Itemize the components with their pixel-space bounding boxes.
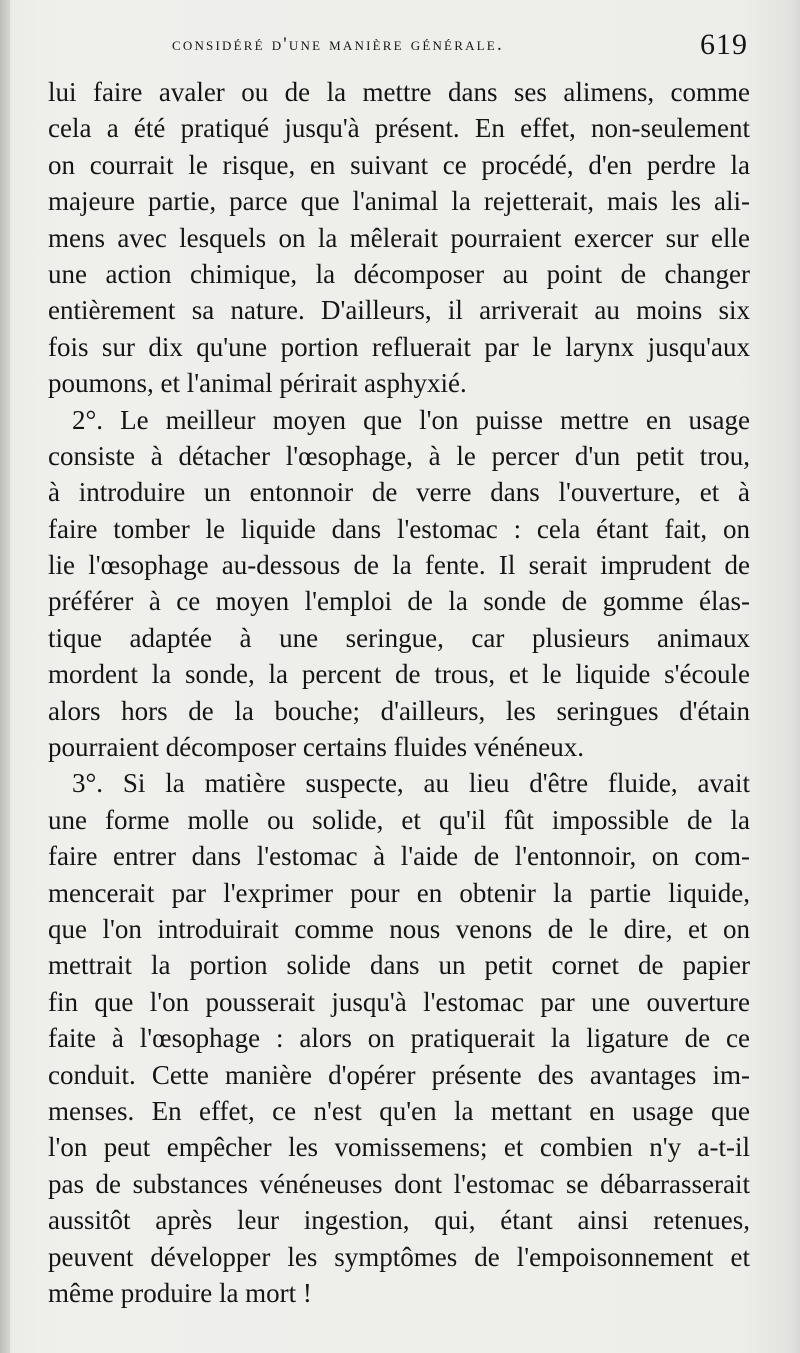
text-line: mordent la sonde, la percent de trous, et le liquide s'écoule	[48, 659, 750, 690]
text-line: 3°. Si la matière suspecte, au lieu d'être fluide, avait	[72, 768, 750, 799]
text-line: une forme molle ou solide, et qu'il fût impossible de la	[48, 804, 750, 835]
text-line: on courrait le risque, en suivant ce procédé, d'en perdre la	[48, 149, 750, 180]
text-line: fois sur dix qu'une portion refluerait par le larynx jusqu'aux	[48, 331, 750, 362]
text-line: conduit. Cette manière d'opérer présente des avantages im-	[48, 1059, 750, 1090]
text-line: poumons, et l'animal périrait asphyxié.	[48, 368, 467, 399]
text-line: faire entrer dans l'estomac à l'aide de l'entonnoir, on com-	[48, 841, 750, 872]
text-line: majeure partie, parce que l'animal la rejetterait, mais les ali-	[48, 186, 750, 217]
text-line: une action chimique, la décomposer au point de changer	[48, 258, 750, 289]
text-line: faire tomber le liquide dans l'estomac : cela étant fait, on	[48, 513, 750, 544]
page-gutter-shadow	[0, 0, 10, 1353]
running-title: considéré d'une manière générale.	[172, 34, 504, 55]
text-line: peuvent développer les symptômes de l'empoisonnement et	[48, 1241, 750, 1272]
text-line: mens avec lesquels on la mêlerait pourraient exercer sur elle	[48, 222, 750, 253]
text-line: préférer à ce moyen l'emploi de la sonde de gomme élas-	[48, 586, 750, 617]
text-line: pas de substances vénéneuses dont l'estomac se débarrasserait	[48, 1168, 750, 1199]
text-line: lui faire avaler ou de la mettre dans ses alimens, comme	[48, 77, 750, 107]
text-line: l'on peut empêcher les vomissemens; et combien n'y a-t-il	[48, 1132, 750, 1163]
text-line: menses. En effet, ce n'est qu'en la mettant en usage que	[48, 1095, 750, 1126]
text-line: mencerait par l'exprimer pour en obtenir la partie liquide,	[48, 877, 750, 908]
text-line: consiste à détacher l'œsophage, à le percer d'un petit trou,	[48, 440, 750, 471]
text-line: même produire la mort !	[48, 1277, 312, 1308]
running-head	[0, 30, 800, 74]
body-text	[48, 74, 750, 1311]
text-line: fin que l'on pousserait jusqu'à l'estomac par une ouverture	[48, 986, 750, 1017]
text-line: faite à l'œsophage : alors on pratiquerait la ligature de ce	[48, 1023, 750, 1054]
text-line: entièrement sa nature. D'ailleurs, il arriverait au moins six	[48, 295, 750, 326]
text-line: à introduire un entonnoir de verre dans l'ouverture, et à	[48, 477, 750, 508]
text-line: que l'on introduirait comme nous venons de le dire, et on	[48, 913, 750, 944]
text-line: pourraient décomposer certains fluides vénéneux.	[48, 732, 585, 763]
text-line: 2°. Le meilleur moyen que l'on puisse mettre en usage	[72, 404, 750, 435]
text-line: aussitôt après leur ingestion, qui, étant ainsi retenues,	[48, 1205, 750, 1236]
page-number: 619	[700, 28, 748, 61]
text-line: cela a été pratiqué jusqu'à présent. En effet, non-seulement	[48, 113, 750, 144]
text-line: alors hors de la bouche; d'ailleurs, les seringues d'étain	[48, 695, 750, 726]
text-line: mettrait la portion solide dans un petit cornet de papier	[48, 950, 750, 981]
text-line: tique adaptée à une seringue, car plusieurs animaux	[48, 622, 750, 653]
text-line: lie l'œsophage au-dessous de la fente. Il serait imprudent de	[48, 550, 750, 581]
